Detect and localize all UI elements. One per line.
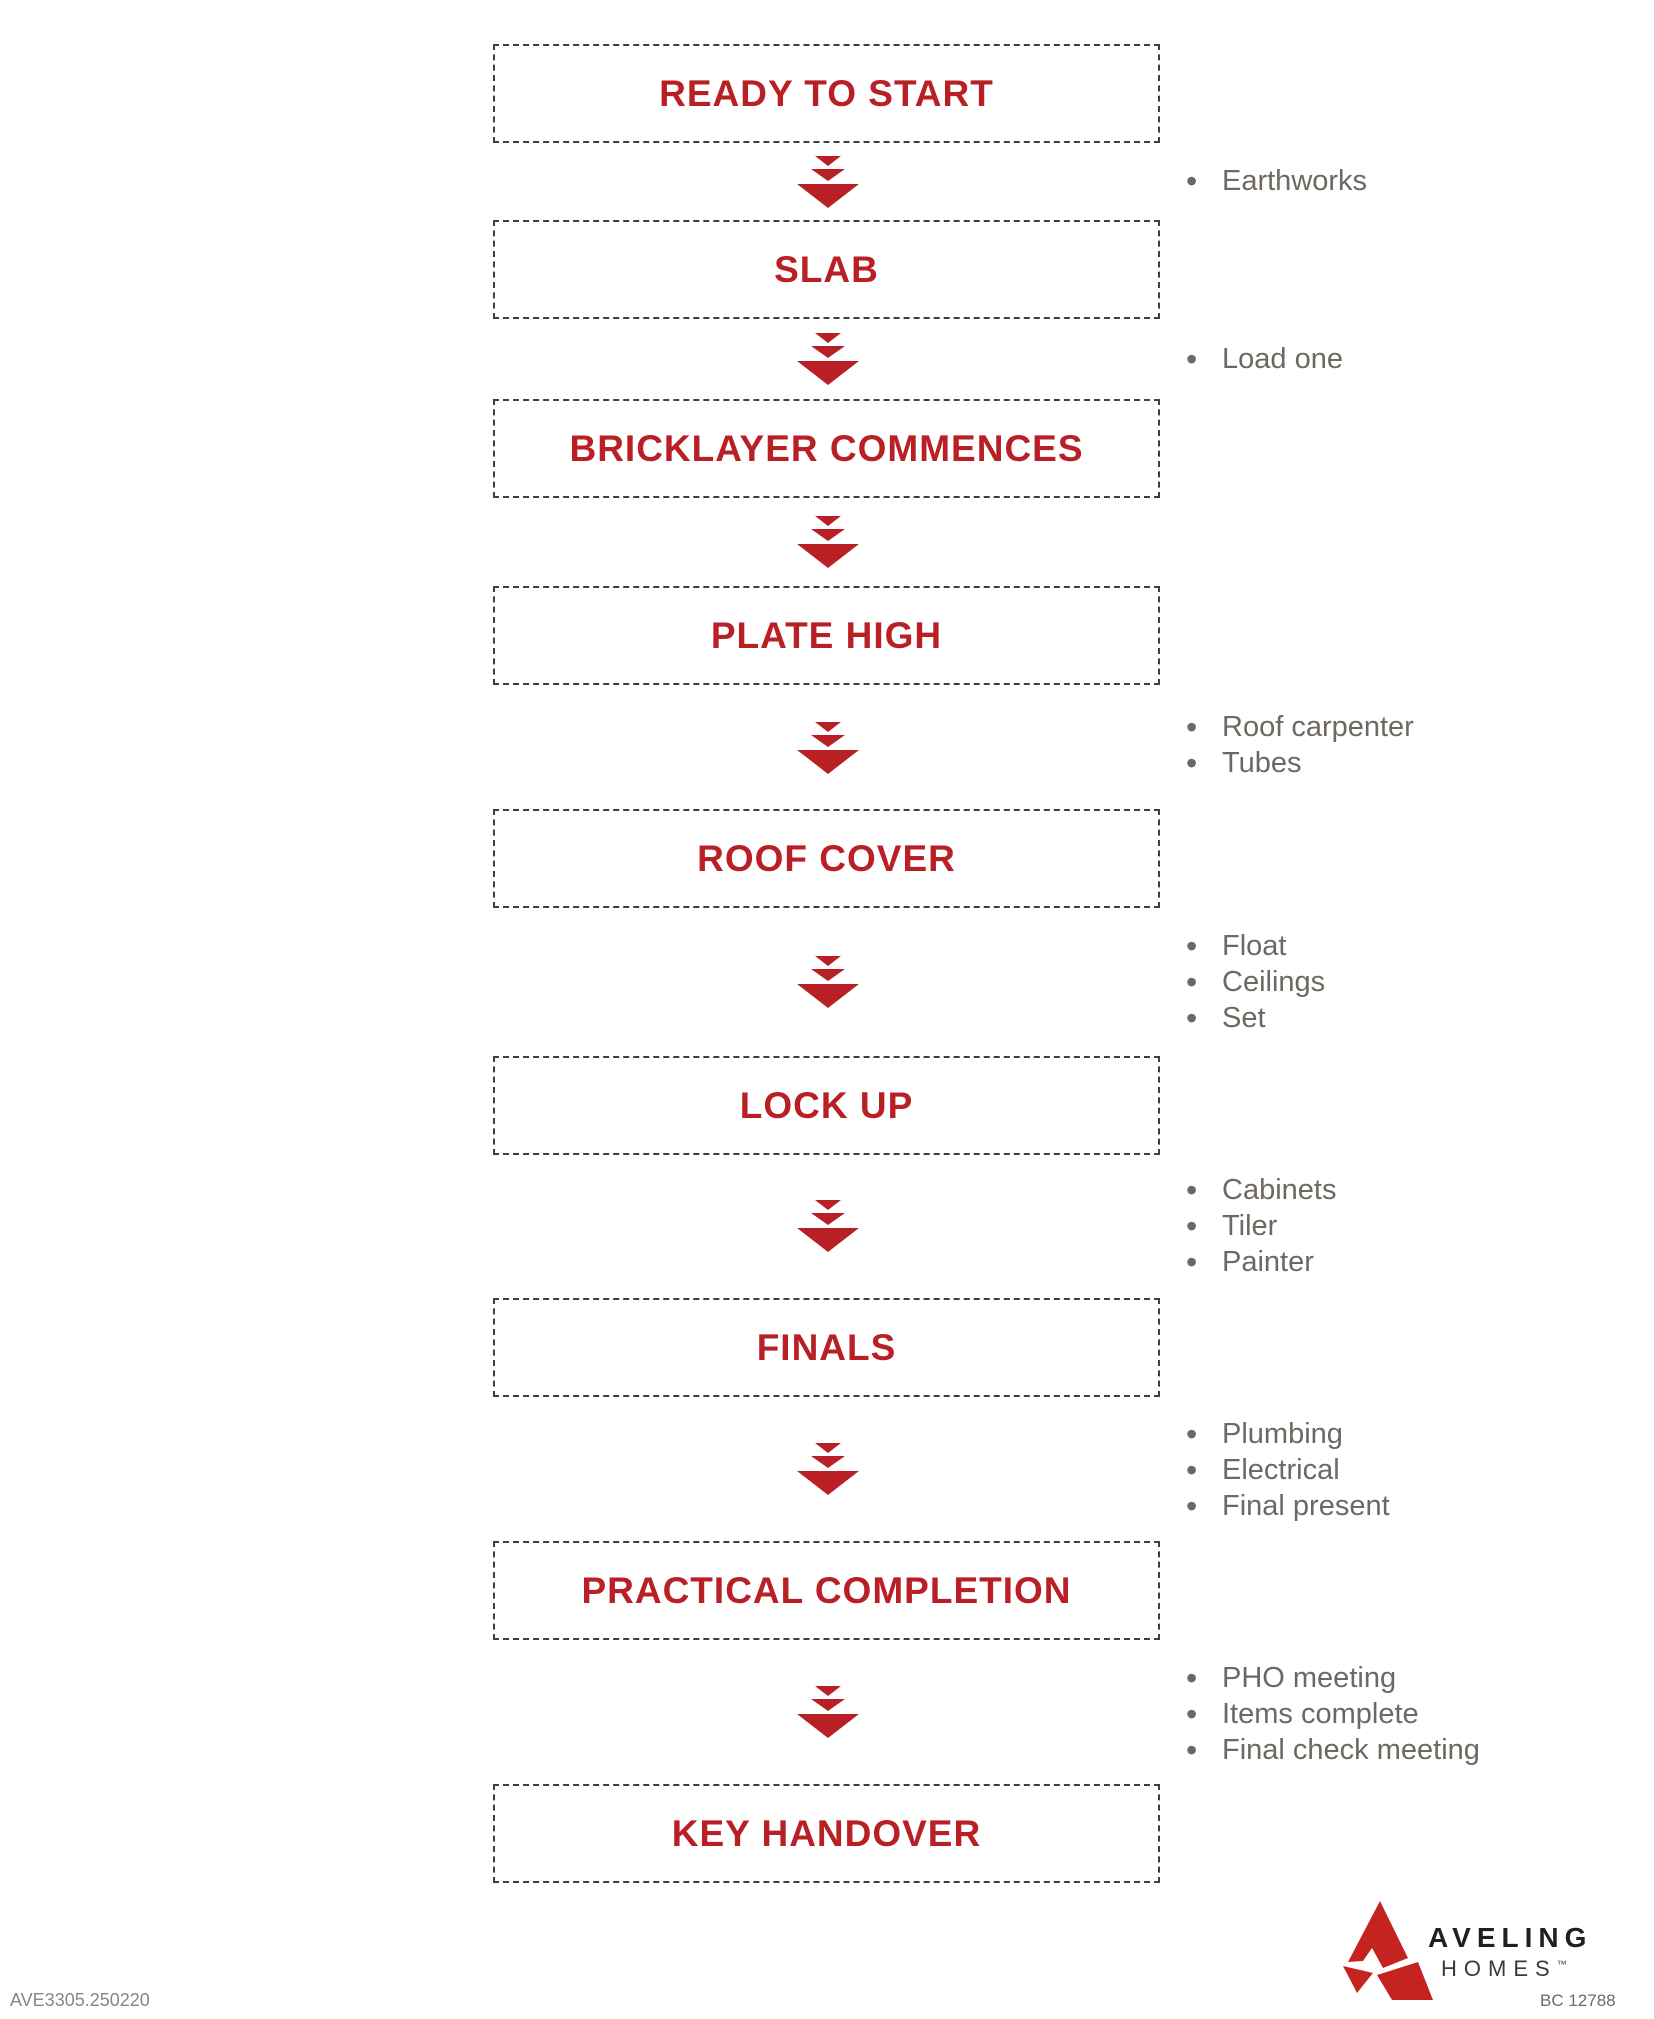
stage-label: LOCK UP [739,1084,914,1126]
notes-after-practical-completion [1186,1660,1480,1768]
stage-box-bricklayer-commences [493,399,1160,498]
stage-label: FINALS [756,1326,897,1368]
note-item: • Set [1186,1000,1325,1036]
triple-chevron-down-icon [796,956,860,1008]
triple-chevron-down-icon [796,722,860,774]
logo-sub-text [1441,1956,1567,1982]
note-item: • Roof carpenter [1186,709,1414,745]
stage-box-slab [493,220,1160,319]
note-item: • Items complete [1186,1696,1480,1732]
triple-chevron-down-icon [796,1686,860,1738]
aveling-homes-logo-icon [1338,1898,1436,2002]
note-item: • Earthworks [1186,163,1367,199]
stage-box-lock-up [493,1056,1160,1155]
stage-box-finals [493,1298,1160,1397]
logo-brand-text: AVELING [1428,1922,1593,1953]
triple-chevron-down-icon [796,333,860,385]
note-item: • Cabinets [1186,1172,1336,1208]
stage-box-key-handover [493,1784,1160,1883]
notes-after-plate-high [1186,709,1414,781]
note-item: • Plumbing [1186,1416,1390,1452]
builder-registration-code: BC 12788 [1540,1991,1616,2010]
document-code: AVE3305.250220 [10,1990,150,2010]
triple-chevron-down-icon [796,516,860,568]
stage-label: KEY HANDOVER [671,1812,982,1854]
trademark-symbol: ™ [1556,1959,1567,1971]
stage-label: PLATE HIGH [710,614,943,656]
stage-box-practical-completion [493,1541,1160,1640]
stage-label: BRICKLAYER COMMENCES [569,427,1084,469]
note-item: • PHO meeting [1186,1660,1480,1696]
note-item: • Electrical [1186,1452,1390,1488]
triple-chevron-down-icon [796,1200,860,1252]
note-item: • Ceilings [1186,964,1325,1000]
notes-after-ready-to-start [1186,163,1367,199]
stage-label: ROOF COVER [697,837,956,879]
triple-chevron-down-icon [796,1443,860,1495]
stage-box-plate-high [493,586,1160,685]
note-item: • Tiler [1186,1208,1336,1244]
notes-after-slab [1186,341,1343,377]
note-item: • Tubes [1186,745,1414,781]
note-item: • Final present [1186,1488,1390,1524]
triple-chevron-down-icon [796,156,860,208]
note-item: • Float [1186,928,1325,964]
logo-sub-word: HOMES [1441,1956,1557,1981]
note-item: • Load one [1186,341,1343,377]
notes-after-finals [1186,1416,1390,1524]
stage-box-roof-cover [493,809,1160,908]
stage-label: PRACTICAL COMPLETION [581,1569,1072,1611]
stage-label: SLAB [774,248,879,290]
note-item: • Painter [1186,1244,1336,1280]
note-item: • Final check meeting [1186,1732,1480,1768]
stage-box-ready-to-start [493,44,1160,143]
notes-after-roof-cover [1186,928,1325,1036]
stage-label: READY TO START [659,72,994,114]
notes-after-lock-up [1186,1172,1336,1280]
